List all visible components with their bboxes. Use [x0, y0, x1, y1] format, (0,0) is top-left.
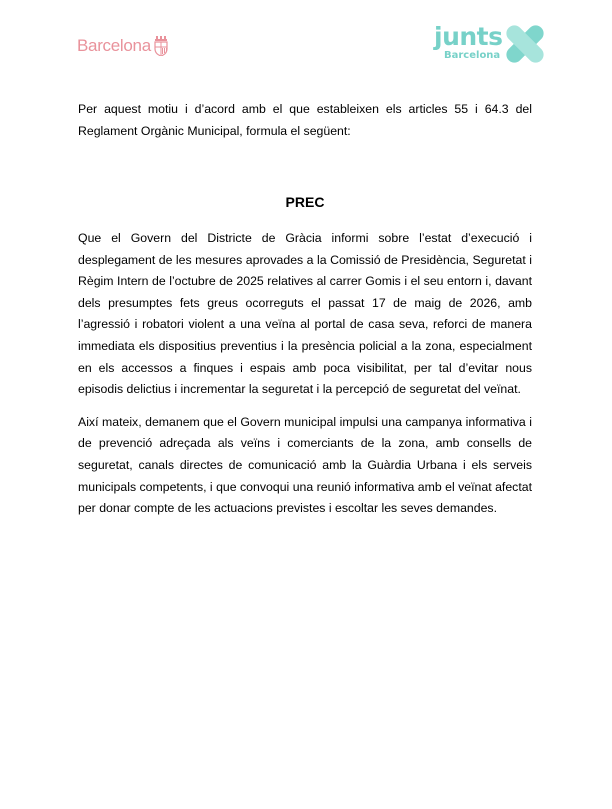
document-body	[78, 228, 532, 520]
body-paragraph-2: Així mateix, demanem que el Govern municipal impulsi una campanya informativa i de prevenció adreçada als veïns i comerciants de la zona, amb consells de seguretat, canals directes de comunicació amb la Guàrdia Urbana i els serveis municipals competents, i que convoqui una reunió informativa amb el veïnat afectat per donar compte de les actuacions previstes i escoltar les seves demandes.	[78, 414, 532, 516]
page-header	[0, 0, 612, 80]
document-heading: PREC	[285, 194, 325, 210]
body-paragraph-1: Que el Govern del Districte de Gràcia informi sobre l’estat d’execució i desplegament de les mesures aprovades a la Comissió de Presidència, Seguretat i Règim Intern de l’octubre de 2025 relatives al carrer Gomis i el seu entorn i, davant dels presumptes fets greus ocorreguts el passat 17 de maig de 2026, amb l’agressió i robatori violent a una veïna al portal de casa seva, reforci de manera immediata els dispositius preventius i la presència policial a la zona, especialment en els accessos a finques i espais amb poca visibilitat, per tal d’evitar nous episodis delictius i incrementar la seguretat i la percepció de seguretat del veïnat.	[78, 231, 532, 397]
barcelona-logo-text: Barcelona	[77, 36, 151, 55]
junts-logo-subtitle: Barcelona	[444, 50, 501, 61]
city-crest-icon	[154, 36, 168, 56]
intro-section	[78, 96, 532, 142]
intro-paragraph: Per aquest motiu i d’acord amb el que estableixen els articles 55 i 64.3 del Reglament Orgànic Municipal, formula el següent:	[78, 102, 532, 138]
barcelona-logo	[77, 33, 168, 59]
junts-x-mark-icon	[504, 24, 546, 64]
junts-barcelona-logo	[434, 22, 546, 66]
junts-logo-word: junts	[434, 22, 503, 51]
